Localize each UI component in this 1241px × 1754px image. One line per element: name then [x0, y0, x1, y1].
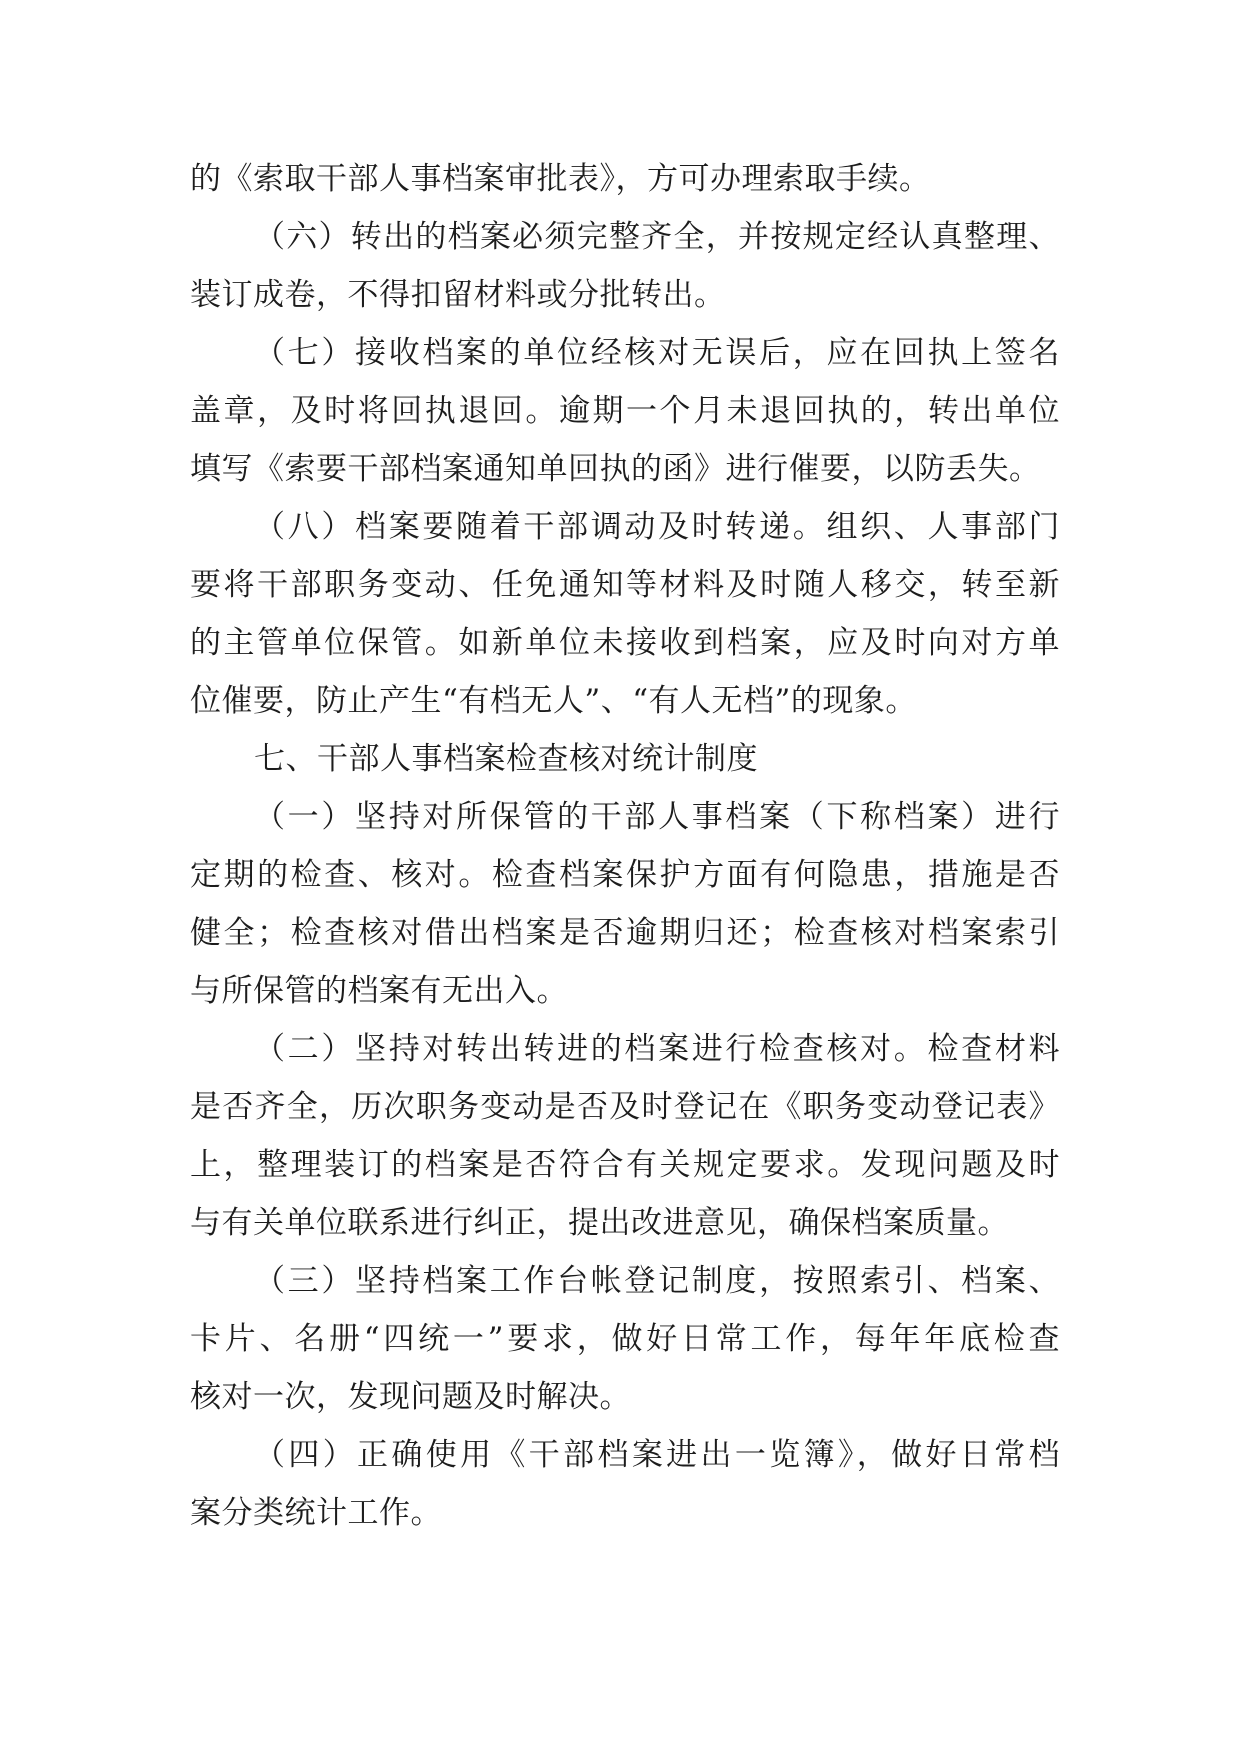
text-line: （四）正确使用《干部档案进出一览簿》，做好日常档	[254, 1437, 1060, 1473]
text-line: （七）接收档案的单位经核对无误后，应在回执上签名	[254, 335, 1060, 371]
text-line: 位催要，防止产生“有档无人”、“有人无档”的现象。	[190, 683, 917, 719]
text-line: 上，整理装订的档案是否符合有关规定要求。发现问题及时	[190, 1147, 1060, 1183]
text-line: （六）转出的档案必须完整齐全，并按规定经认真整理、	[254, 219, 1060, 255]
text-line: 案分类统计工作。	[190, 1495, 442, 1531]
text-line: 盖章，及时将回执退回。逾期一个月未退回执的，转出单位	[190, 393, 1060, 429]
text-line: 定期的检查、核对。检查档案保护方面有何隐患，措施是否	[190, 857, 1060, 893]
text-line: 装订成卷，不得扣留材料或分批转出。	[190, 277, 726, 313]
text-line: 的《索取干部人事档案审批表》，方可办理索取手续。	[190, 161, 931, 197]
text-line: （二）坚持对转出转进的档案进行检查核对。检查材料	[254, 1031, 1060, 1067]
section-heading: 七、干部人事档案检查核对统计制度	[254, 741, 758, 777]
text-line: 的主管单位保管。如新单位未接收到档案，应及时向对方单	[190, 625, 1060, 661]
text-line: （三）坚持档案工作台帐登记制度，按照索引、档案、	[254, 1263, 1060, 1299]
text-line: （八）档案要随着干部调动及时转递。组织、人事部门	[254, 509, 1060, 545]
text-line: 是否齐全，历次职务变动是否及时登记在《职务变动登记表》	[190, 1089, 1060, 1125]
text-line: （一）坚持对所保管的干部人事档案（下称档案）进行	[254, 799, 1060, 835]
text-line: 与所保管的档案有无出入。	[190, 973, 568, 1009]
text-line: 卡片、名册“四统一”要求，做好日常工作，每年年底检查	[190, 1321, 1060, 1357]
document-body	[190, 150, 1060, 1542]
text-line: 要将干部职务变动、任免通知等材料及时随人移交，转至新	[190, 567, 1060, 603]
text-line: 核对一次，发现问题及时解决。	[190, 1379, 631, 1415]
text-line: 与有关单位联系进行纠正，提出改进意见，确保档案质量。	[190, 1205, 1009, 1241]
text-line: 健全；检查核对借出档案是否逾期归还；检查核对档案索引	[190, 915, 1060, 951]
text-line: 填写《索要干部档案通知单回执的函》进行催要，以防丢失。	[190, 451, 1041, 487]
